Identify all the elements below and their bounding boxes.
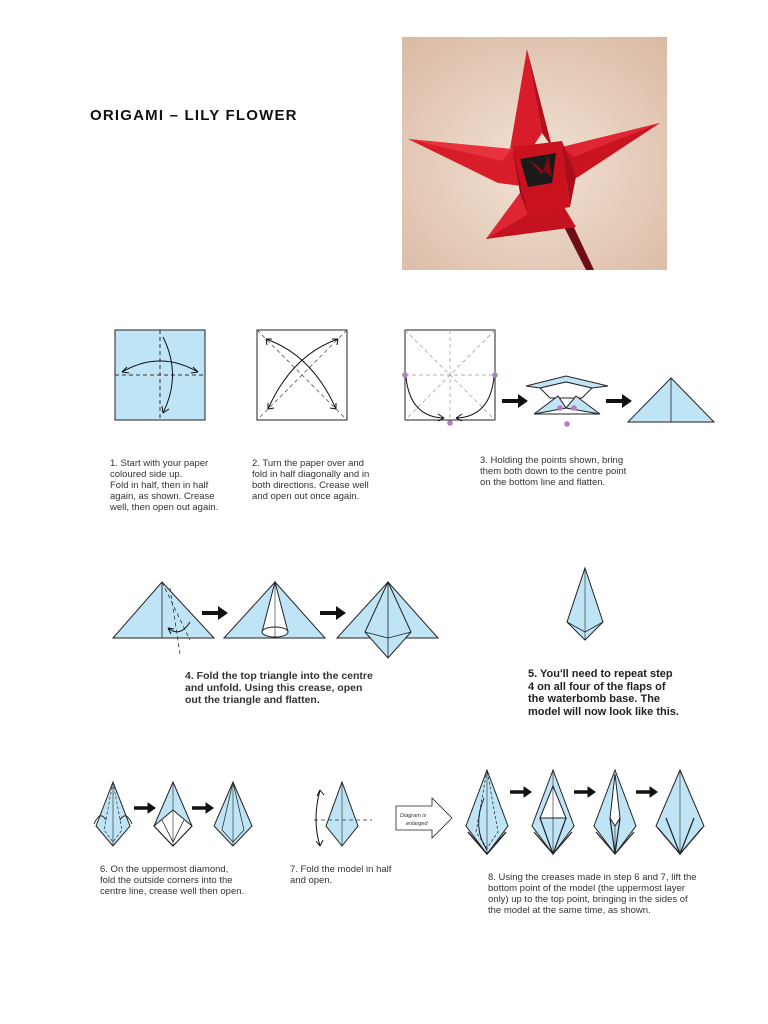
step5-diagram: [560, 566, 610, 644]
step4-diagram-middle: [222, 580, 328, 642]
step5-caption: 5. You'll need to repeat step 4 on all four of the flaps of the waterbomb base. The model will now look like this.: [528, 668, 679, 718]
lily-photo: [402, 37, 667, 270]
step8-diagram-result: [652, 768, 708, 858]
step1-caption: 1. Start with your paper coloured side up. Fold in half, then in half again, as shown. Crease well, then open out again.: [110, 458, 219, 513]
point-marker-right: [492, 372, 498, 378]
step6-diagram-middle: [150, 780, 196, 850]
step7-caption: 7. Fold the model in half and open.: [290, 864, 392, 886]
step2-diagram: [252, 325, 352, 425]
step3-intermediate: [522, 374, 612, 430]
step6-diagram-start: [92, 780, 134, 850]
step3-diagram: [400, 325, 500, 430]
step7-diagram: [310, 780, 374, 850]
step2-caption: 2. Turn the paper over and fold in half diagonally and in both directions. Crease well and open out once again.: [252, 458, 370, 502]
step8-diagram-2: [528, 768, 578, 858]
step1-diagram: [110, 325, 210, 425]
point-marker: [564, 421, 570, 427]
step8-diagram-1: [462, 768, 512, 858]
point-marker-bottom: [447, 420, 453, 426]
step8-diagram-3: [590, 768, 640, 858]
step3-caption: 3. Holding the points shown, bring them both down to the centre point on the bottom line and flatten.: [480, 455, 627, 488]
step6-caption: 6. On the uppermost diamond, fold the outside corners into the centre line, crease well then open.: [100, 864, 245, 897]
step4-diagram-result: [335, 580, 441, 662]
step4-caption: 4. Fold the top triangle into the centre and unfold. Using this crease, open out the triangle and flatten.: [185, 670, 373, 706]
callout-line2: enlarged: [406, 821, 428, 827]
step6-diagram-result: [210, 780, 256, 850]
point-marker: [557, 405, 563, 411]
enlarged-callout: [392, 796, 456, 840]
fold-arrow: [316, 790, 320, 846]
point-marker: [571, 405, 577, 411]
waterbomb-triangle: [113, 582, 214, 638]
point-marker-left: [402, 372, 408, 378]
page-title: ORIGAMI – LILY FLOWER: [90, 107, 298, 124]
step3-result: [626, 374, 716, 426]
callout-line1: Diagram is: [400, 813, 427, 819]
step8-caption: 8. Using the creases made in step 6 and 7, lift the bottom point of the model (the uppermost layer only) up to the top point, bringing in the sides of the model at the same time, as shown.: [488, 872, 697, 916]
